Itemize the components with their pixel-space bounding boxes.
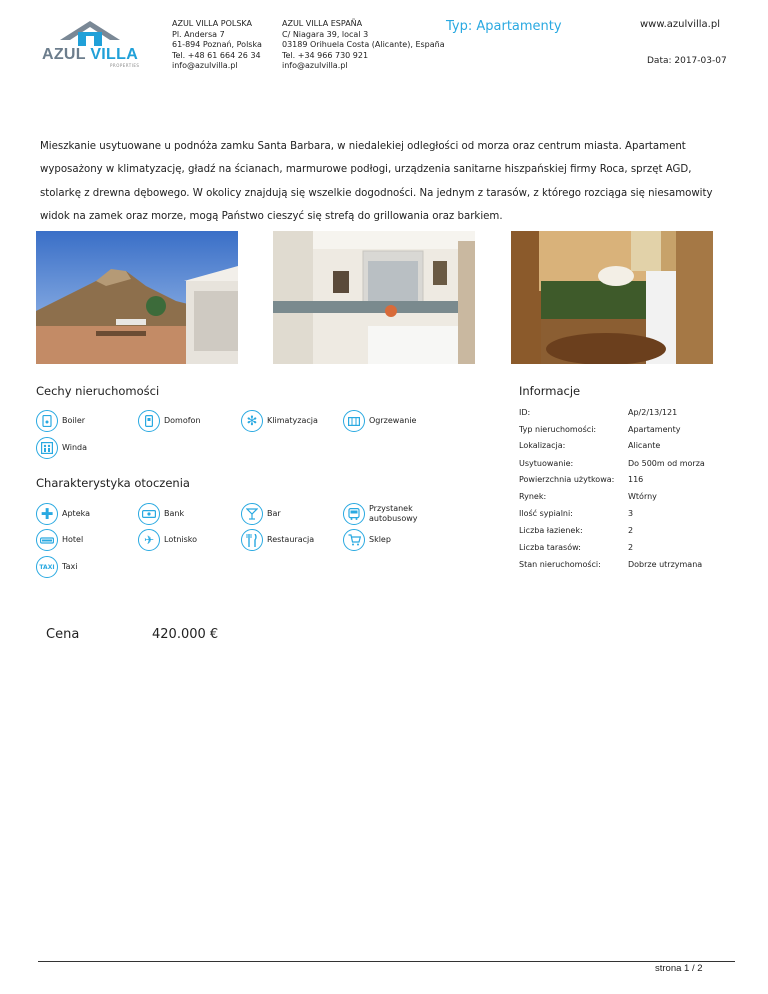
office-spain	[282, 19, 445, 72]
info-value: 3	[628, 509, 634, 518]
info-row-market	[519, 492, 657, 501]
feature-elevator	[36, 437, 87, 459]
info-key: Rynek:	[519, 492, 547, 501]
office-line: AZUL VILLA POLSKA	[172, 19, 252, 28]
website-link[interactable]: www.azulvilla.pl	[640, 19, 720, 30]
bus-icon	[343, 503, 365, 525]
info-key: Usytuowanie:	[519, 459, 574, 468]
document-date: Data: 2017-03-07	[647, 56, 727, 66]
logo-subtext: PROPERTIES	[110, 63, 140, 68]
logo	[38, 18, 142, 70]
info-row-bedrooms	[519, 509, 634, 518]
surrounding-label: Hotel	[62, 535, 84, 544]
info-key: Typ nieruchomości:	[519, 425, 597, 434]
surrounding-label: Bank	[164, 509, 185, 518]
info-value: Wtórny	[628, 492, 657, 501]
surrounding-label: Bar	[267, 509, 281, 518]
logo-text-1: AZUL	[42, 46, 86, 63]
info-row-area	[519, 475, 644, 484]
info-value: 116	[628, 475, 644, 484]
surrounding-hotel	[36, 529, 83, 551]
logo-text-2: VILLA	[90, 46, 139, 63]
shopping-cart-icon	[343, 529, 365, 551]
info-value: 2	[628, 526, 634, 535]
elevator-icon	[36, 437, 58, 459]
snowflake-icon: ✻	[241, 410, 263, 432]
office-line: Tel. +48 61 664 26 34	[172, 50, 261, 60]
info-title: Informacje	[519, 384, 581, 398]
office-line: Tel. +34 966 730 921	[282, 50, 369, 60]
feature-label: Winda	[62, 443, 88, 452]
cutlery-icon	[241, 529, 263, 551]
price-value: 420.000 €	[152, 627, 219, 642]
photo-terrace	[36, 231, 238, 364]
page-number: strona 1 / 2	[655, 963, 703, 974]
feature-intercom	[138, 410, 201, 432]
footer-divider	[38, 961, 735, 962]
radiator-icon	[343, 410, 365, 432]
office-line: C/ Niagara 39, local 3	[282, 29, 369, 39]
surrounding-label: Sklep	[369, 535, 391, 544]
info-value: Apartamenty	[628, 425, 681, 434]
cocktail-icon	[241, 503, 263, 525]
feature-label: Boiler	[62, 416, 86, 425]
info-row-situation	[519, 459, 705, 468]
features-title: Cechy nieruchomości	[36, 384, 160, 398]
surrounding-label: Taxi	[62, 562, 78, 571]
feature-heating	[343, 410, 416, 432]
info-value: Alicante	[628, 441, 661, 450]
office-line: Pl. Andersa 7	[172, 29, 225, 39]
info-key: Liczba łazienek:	[519, 526, 583, 535]
feature-air-conditioning	[241, 410, 318, 432]
surrounding-airport	[138, 529, 197, 551]
office-poland	[172, 19, 262, 72]
surroundings-title: Charakterystyka otoczenia	[36, 476, 190, 490]
surrounding-pharmacy	[36, 503, 90, 525]
feature-label: Domofon	[164, 416, 201, 425]
info-row-bathrooms	[519, 526, 634, 535]
feature-boiler	[36, 410, 85, 432]
feature-label: Klimatyzacja	[267, 416, 318, 425]
airplane-icon: ✈	[138, 529, 160, 551]
info-key: Lokalizacja:	[519, 441, 566, 450]
surrounding-restaurant	[241, 529, 314, 551]
info-row-location	[519, 441, 661, 450]
surrounding-shop	[343, 529, 391, 551]
office-line: 03189 Orihuela Costa (Alicante), España	[282, 40, 445, 49]
info-value: 2	[628, 543, 634, 552]
office-line: info@azulvilla.pl	[282, 61, 348, 70]
surrounding-label: Restauracja	[267, 535, 315, 544]
info-key: Ilość sypialni:	[519, 509, 573, 518]
info-key: Powierzchnia użytkowa:	[519, 475, 615, 484]
taxi-icon: TAXI	[36, 556, 58, 578]
info-key: Stan nieruchomości:	[519, 560, 601, 569]
price-label: Cena	[46, 627, 80, 642]
info-value: Do 500m od morza	[628, 459, 705, 468]
info-key: ID:	[519, 408, 531, 417]
info-key: Liczba tarasów:	[519, 543, 581, 552]
house-logo-icon	[38, 18, 142, 48]
surrounding-bank	[138, 503, 184, 525]
photo-bathroom	[273, 231, 475, 364]
pharmacy-cross-icon: ✚	[36, 503, 58, 525]
info-row-condition	[519, 560, 703, 569]
surrounding-bar	[241, 503, 281, 525]
office-line: AZUL VILLA ESPAÑA	[282, 19, 363, 28]
property-type: Typ: Apartamenty	[446, 19, 562, 34]
info-value: Ap/2/13/121	[628, 408, 678, 417]
property-description: Mieszkanie usytuowane u podnóża zamku Santa Barbara, w niedalekiej odległości od morza oraz centrum miasta. Apartament wyposażony w klimatyzację, gładź na ścianach, marmurowe podłogi, urządzenia sanitarne hiszpańskiej firmy Roca, sprzęt AGD, stolarkę z drewna dębowego. W okolicy znajdują się wszelkie dogodności. Na jednym z tarasów, z którego rozciąga się niesamowity widok na zamek oraz morze, mogą Państwo cieszyć się strefą do grillowania oraz barkiem.	[40, 141, 713, 222]
info-row-id	[519, 408, 678, 417]
info-row-terraces	[519, 543, 634, 552]
info-value: Dobrze utrzymana	[628, 560, 703, 569]
surrounding-taxi	[36, 556, 77, 578]
boiler-icon	[36, 410, 58, 432]
bank-icon	[138, 503, 160, 525]
photo-kitchen	[511, 231, 713, 364]
feature-label: Ogrzewanie	[369, 416, 417, 425]
office-line: 61-894 Poznań, Polska	[172, 40, 262, 49]
info-row-type	[519, 425, 681, 434]
surrounding-bus-stop	[343, 503, 429, 525]
surrounding-label: Apteka	[62, 509, 91, 518]
logo-wordmark	[42, 46, 138, 64]
hotel-icon	[36, 529, 58, 551]
surrounding-label: Przystanek autobusowy	[369, 504, 418, 523]
surrounding-label: Lotnisko	[164, 535, 198, 544]
office-line: info@azulvilla.pl	[172, 61, 238, 70]
intercom-icon	[138, 410, 160, 432]
